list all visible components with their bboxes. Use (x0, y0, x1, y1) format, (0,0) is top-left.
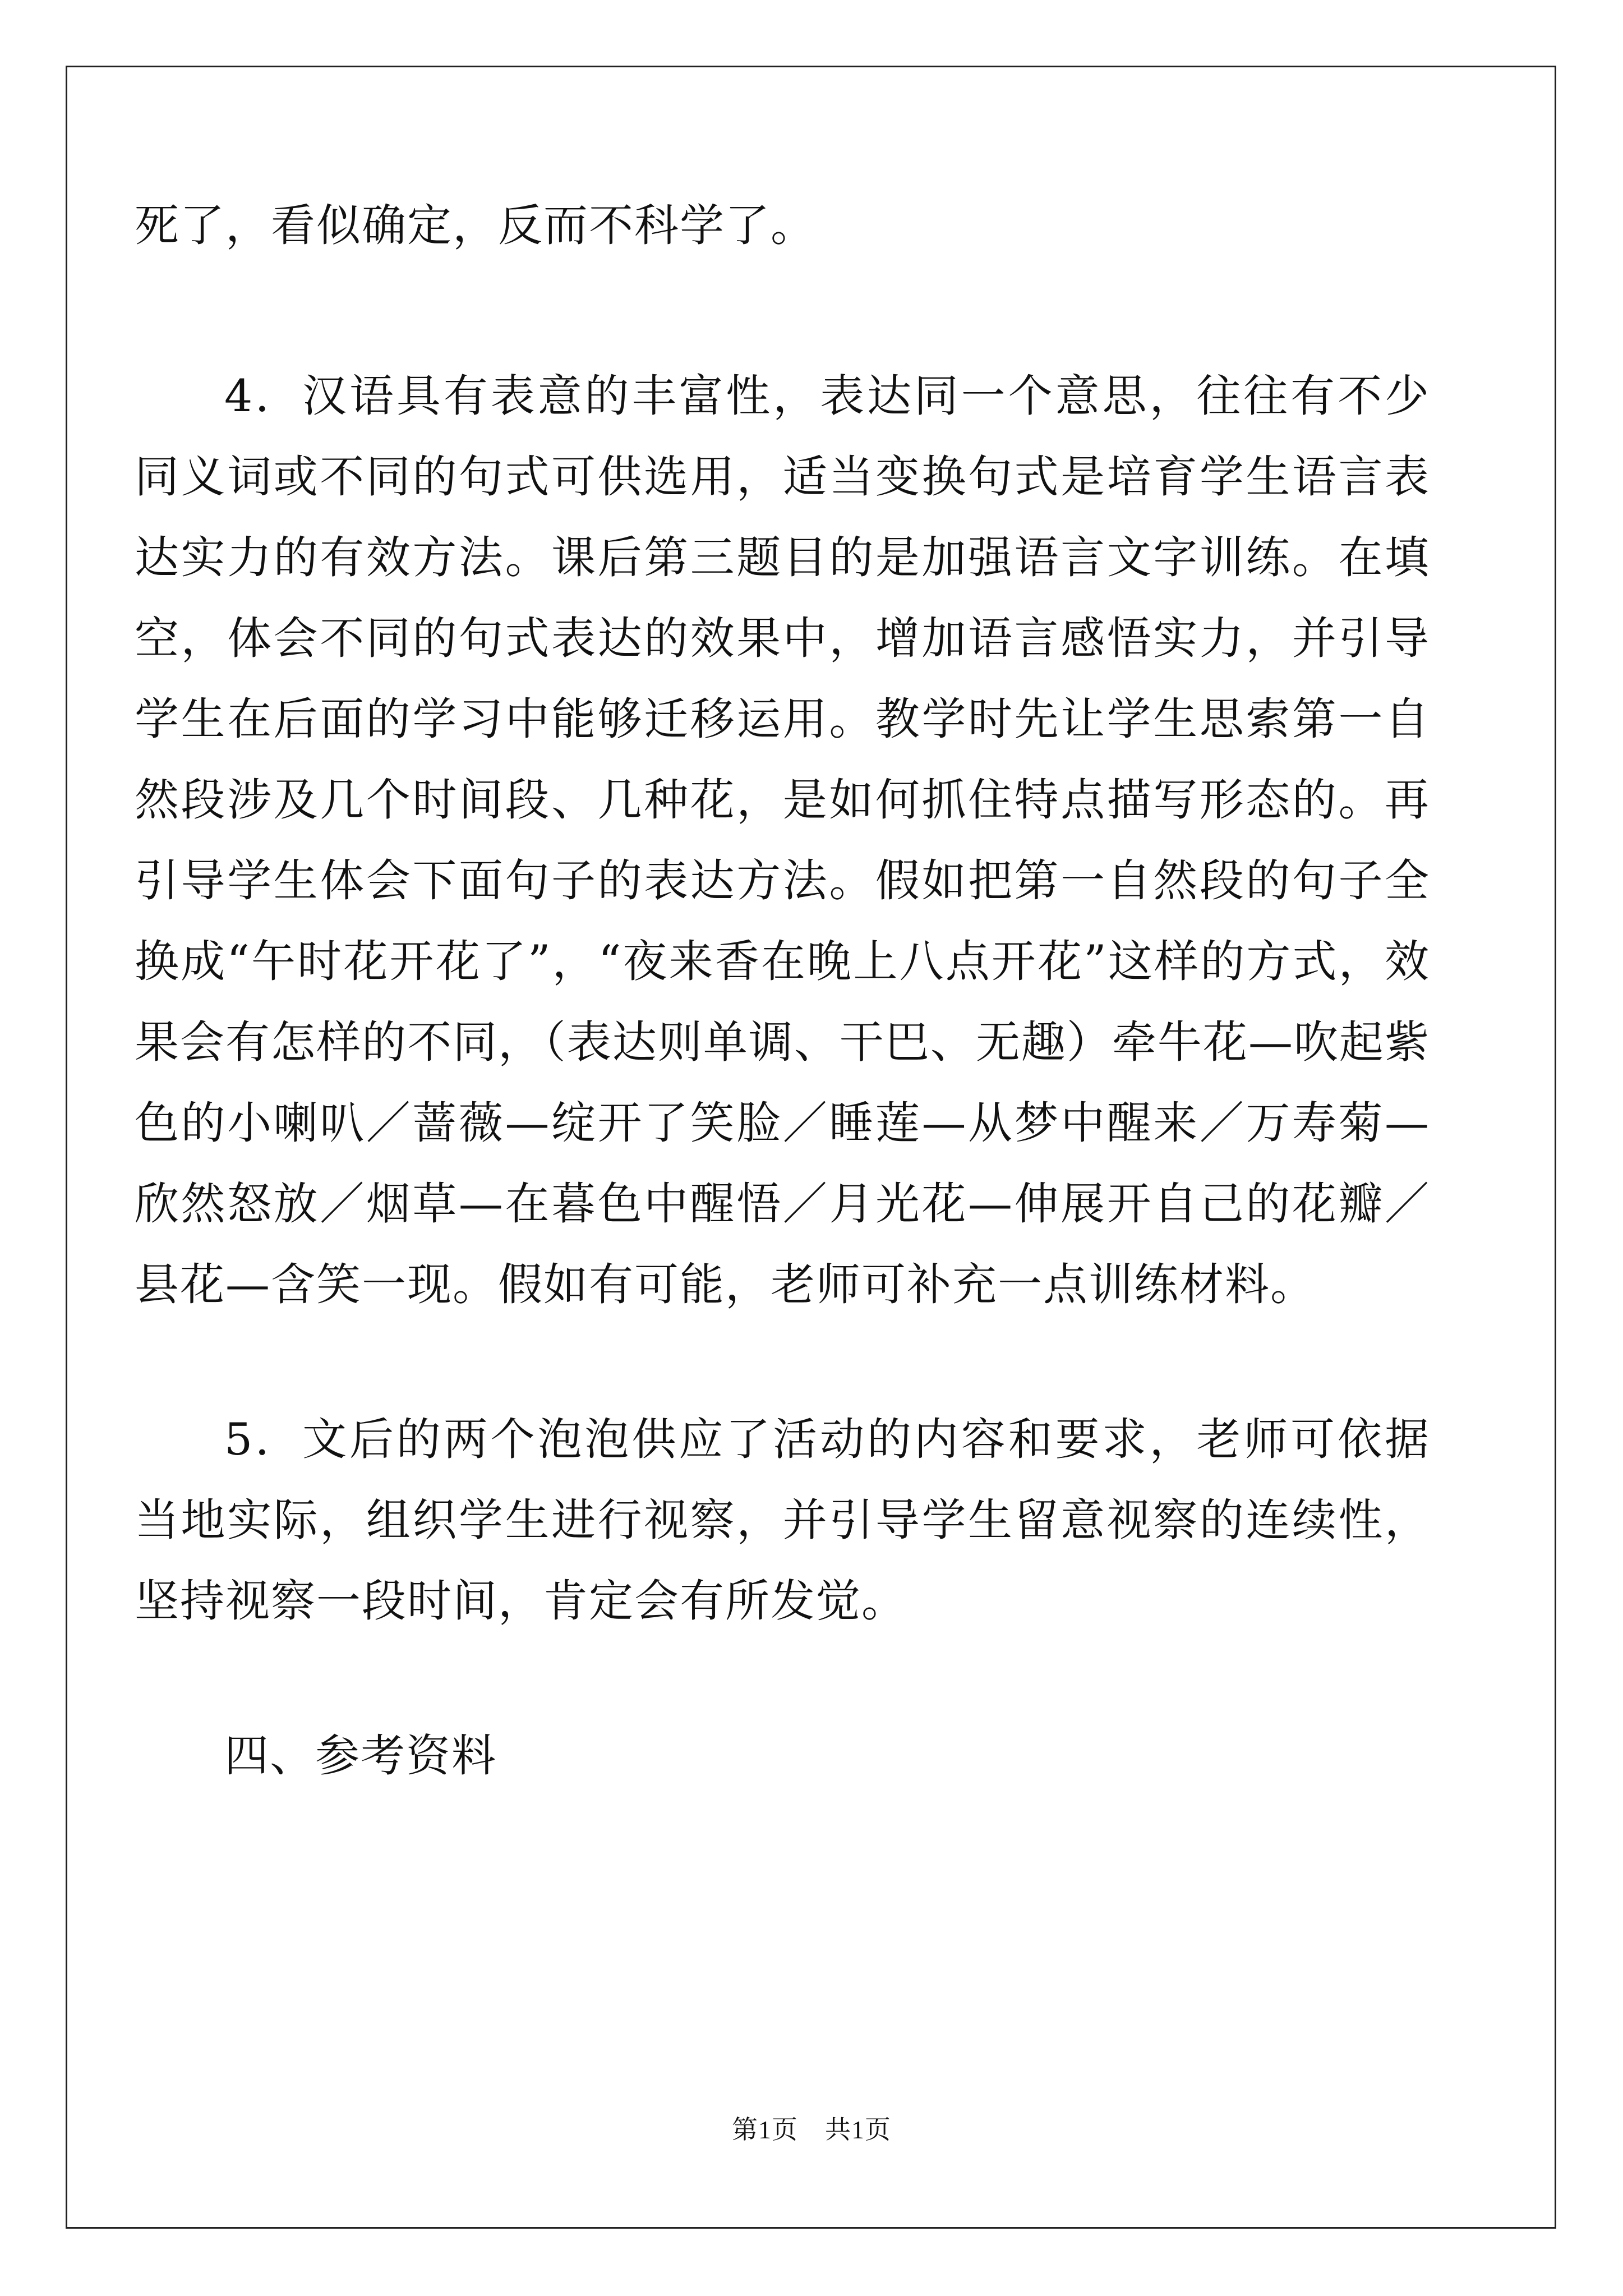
paragraph-item-5: 5．文后的两个泡泡供应了活动的内容和要求，老师可依据当地实际，组织学生进行视察，并引导学生留意视察的连续性，坚持视察一段时间，肯定会有所发觉。 (135, 1414, 1430, 1627)
paragraph-item-4: 4．汉语具有表意的丰富性，表达同一个意思，往往有不少同义词或不同的句式可供选用，适当变换句式是培育学生语言表达实力的有效方法。课后第三题目的是加强语言文字训练。在填空，体会不同的句式表达的效果中，增加语言感悟实力，并引导学生在后面的学习中能够迁移运用。教学时先让学生思索第一自然段涉及几个时间段、几种花，是如何抓住特点描写形态的。再引导学生体会下面句子的表达方法。假如把第一自然段的句子全换成“午时花开花了”，“夜来香在晚上八点开花”这样的方式，效果会有怎样的不同，（表达则单调、干巴、无趣）牵牛花—吹起紫色的小喇叭／蔷薇—绽开了笑脸／睡莲—从梦中醒来／万寿菊—欣然怒放／烟草—在暮色中醒悟／月光花—伸展开自己的花瓣／县花—含笑一现。假如有可能，老师可补充一点训练材料。 (135, 370, 1430, 1310)
page-number: 第1页 (732, 2115, 798, 2144)
section-heading-references: 四、参考资料 (224, 1730, 497, 1782)
page-footer (0, 2109, 1623, 2146)
page-total: 共1页 (825, 2115, 891, 2144)
document-body (135, 185, 1430, 1796)
paragraph-continuation: 死了，看似确定，反而不科学了。 (135, 200, 816, 251)
